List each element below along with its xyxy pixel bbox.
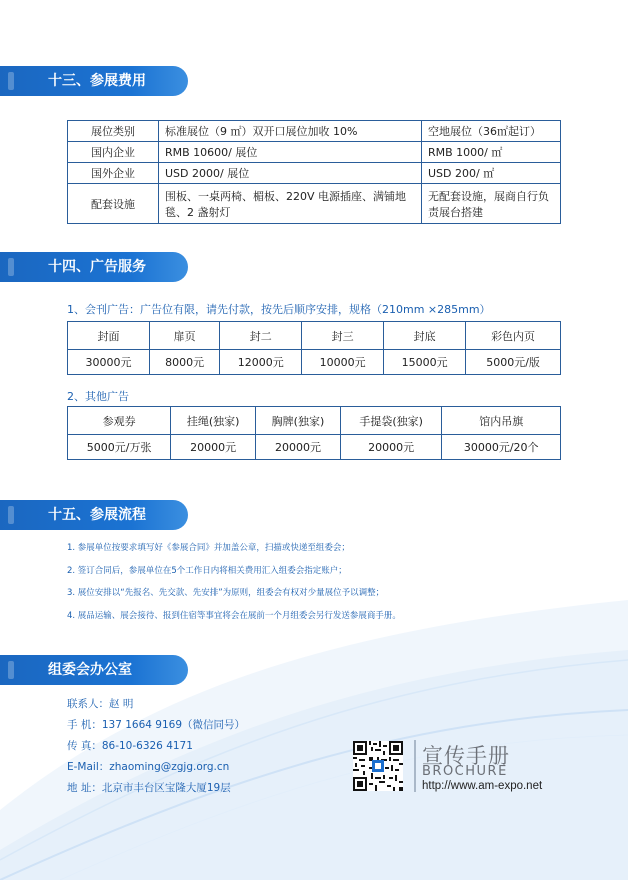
table-cell: 无配套设施，展商自行负责展台搭建 — [422, 184, 561, 224]
section-header-office: 组委会办公室 — [0, 655, 188, 685]
table-row — [68, 163, 561, 184]
table-header-cell: 封三 — [302, 322, 384, 350]
qr-code-icon — [353, 741, 403, 791]
table-cell: RMB 1000/ ㎡ — [422, 142, 561, 163]
section-header-advertising: 十四、广告服务 — [0, 252, 188, 282]
table-header-cell: 参观券 — [68, 407, 171, 435]
other-ad-table — [67, 406, 561, 460]
list-item: 4. 展品运输、展会接待、报到住宿等事宜将会在展前一个月组委会另行发送参展商手册。 — [67, 610, 401, 621]
table-cell: 8000元 — [149, 350, 219, 375]
table-header-cell: 挂绳(独家) — [171, 407, 256, 435]
process-steps-list — [67, 541, 401, 631]
table-row — [68, 407, 561, 435]
table-cell: 10000元 — [302, 350, 384, 375]
list-item: 1. 参展单位按要求填写好《参展合同》并加盖公章，扫描或快递至组委会； — [67, 543, 350, 553]
table-header-cell: 彩色内页 — [466, 322, 561, 350]
table-cell: 5000元/万张 — [68, 435, 171, 460]
table-cell: 展位类别 — [68, 121, 159, 142]
table-cell: RMB 10600/ 展位 — [159, 142, 422, 163]
website-url: http://www.am-expo.net — [422, 780, 543, 792]
contact-address: 地 址：北京市丰台区宝隆大厦19层 — [67, 782, 231, 794]
contact-mobile: 手 机：137 1664 9169（微信同号） — [67, 719, 245, 731]
table-cell: USD 2000/ 展位 — [159, 163, 422, 184]
table-header-cell: 封底 — [384, 322, 466, 350]
table-header-cell: 胸牌(独家) — [256, 407, 341, 435]
journal-ad-table — [67, 321, 561, 375]
table-cell: 30000元 — [68, 350, 150, 375]
table-header-cell: 扉页 — [149, 322, 219, 350]
fee-table — [67, 120, 561, 224]
table-row — [68, 121, 561, 142]
table-cell: 12000元 — [220, 350, 302, 375]
section-header-process: 十五、参展流程 — [0, 500, 188, 530]
table-row — [68, 322, 561, 350]
journal-ad-label: 1、会刊广告：广告位有限，请先付款，按先后顺序安排，规格（210mm ×285mm） — [67, 303, 491, 316]
table-cell: 30000元/20个 — [442, 435, 561, 460]
contact-email: E-Mail：zhaoming@zgjg.org.cn — [67, 761, 230, 773]
table-row — [68, 142, 561, 163]
table-cell: 配套设施 — [68, 184, 159, 224]
contact-person: 联系人：赵 明 — [67, 698, 134, 710]
table-header-cell: 馆内吊旗 — [442, 407, 561, 435]
table-row — [68, 350, 561, 375]
table-cell: USD 200/ ㎡ — [422, 163, 561, 184]
table-header-cell: 手提袋(独家) — [340, 407, 442, 435]
contact-fax: 传 真：86-10-6326 4171 — [67, 740, 193, 752]
brochure-title-en: BROCHURE — [422, 764, 508, 779]
list-item: 2. 签订合同后，参展单位在5个工作日内将相关费用汇入组委会指定账户； — [67, 565, 347, 576]
table-cell: 20000元 — [171, 435, 256, 460]
table-row — [68, 435, 561, 460]
table-cell: 20000元 — [256, 435, 341, 460]
list-item: 3. 展位安排以“先报名、先交款、先安排”为原则，组委会有权对少量展位予以调整； — [67, 588, 385, 598]
divider — [414, 740, 416, 792]
table-cell: 国内企业 — [68, 142, 159, 163]
table-cell: 空地展位（36㎡起订） — [422, 121, 561, 142]
table-header-cell: 封二 — [220, 322, 302, 350]
table-cell: 围板、一桌两椅、楣板、220V 电源插座、满铺地毯、2 盏射灯 — [159, 184, 422, 224]
table-header-cell: 封面 — [68, 322, 150, 350]
table-row — [68, 184, 561, 224]
other-ad-label: 2、其他广告 — [67, 390, 129, 403]
brochure-title-cn: 宣传手册 — [422, 744, 510, 768]
section-header-fees: 十三、参展费用 — [0, 66, 188, 96]
contact-info — [67, 697, 245, 802]
table-cell: 5000元/版 — [466, 350, 561, 375]
table-cell: 15000元 — [384, 350, 466, 375]
table-cell: 国外企业 — [68, 163, 159, 184]
table-cell: 20000元 — [340, 435, 442, 460]
table-cell: 标准展位（9 ㎡）双开口展位加收 10% — [159, 121, 422, 142]
